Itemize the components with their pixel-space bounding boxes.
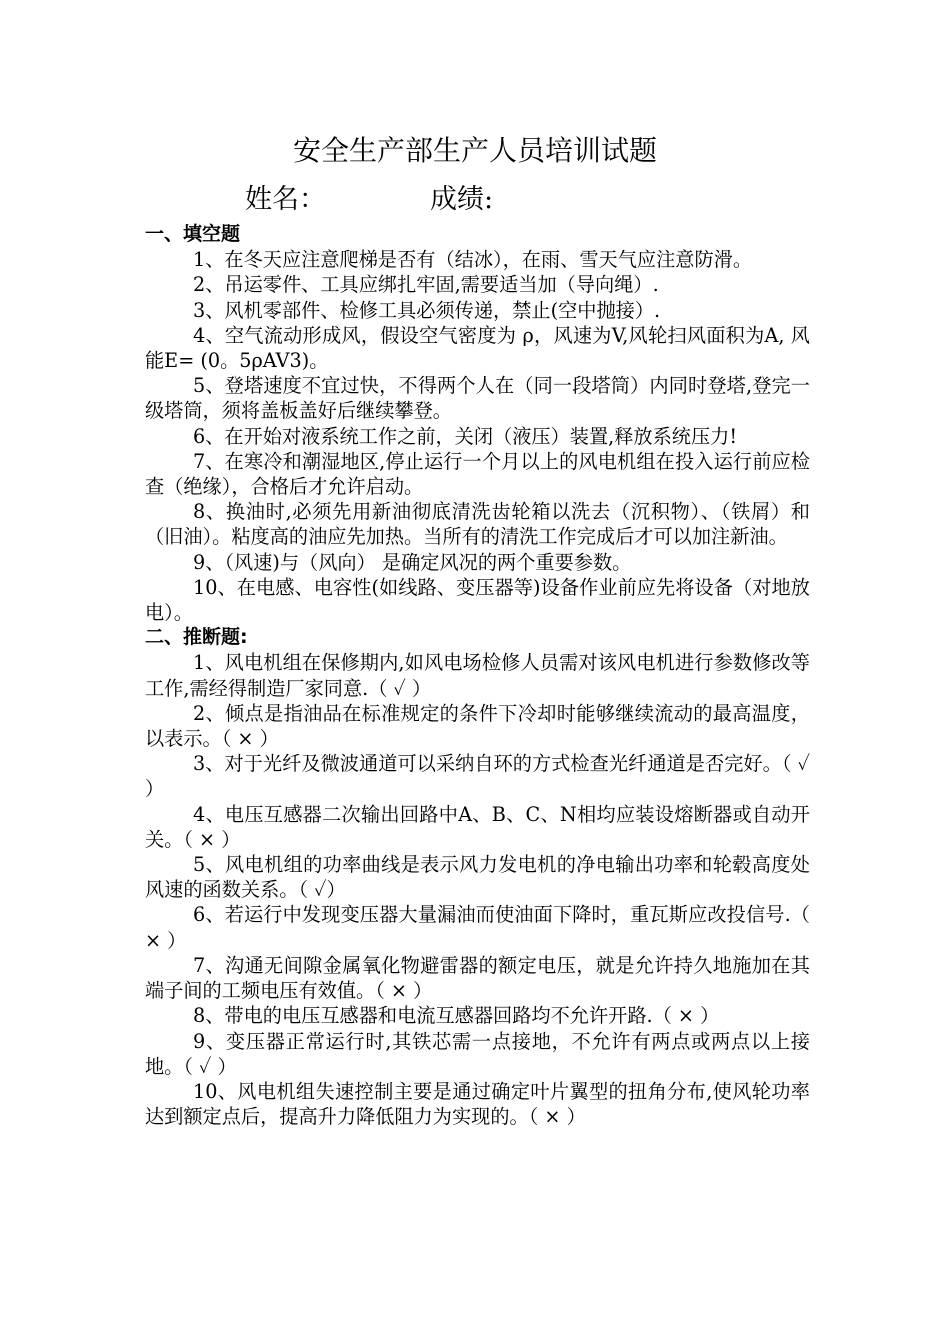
question-item: 1、风电机组在保修期内,如风电场检修人员需对该风电机进行参数修改等工作,需经得制造厂家同意.（ ✓ ） — [145, 651, 810, 700]
question-item: 7、沟通无间隙金属氧化物避雷器的额定电压，就是允许持久地施加在其端子间的工频电压有效值。（ × ） — [145, 953, 810, 1003]
question-item: 6、若运行中发现变压器大量漏油而使油面下降时，重瓦斯应改投信号.（ × ） — [145, 903, 810, 952]
question-item: 7、在寒冷和潮湿地区,停止运行一个月以上的风电机组在投入运行前应检查（绝缘），合格后才允许启动。 — [145, 449, 810, 499]
question-item: 9、变压器正常运行时,其铁芯需一点接地，不允许有两点或两点以上接地。（ ✓ ） — [145, 1029, 810, 1078]
document-body — [145, 222, 810, 1129]
question-item: 10、风电机组失速控制主要是通过确定叶片翼型的扭角分布,使风轮功率达到额定点后，提高升力降低阻力为实现的。（ × ） — [145, 1079, 810, 1129]
name-label: 姓名： — [245, 184, 326, 215]
question-item: 10、在电感、电容性(如线路、变压器等)设备作业前应先将设备（对地放电）。 — [145, 575, 810, 625]
score-label: 成绩: — [430, 184, 494, 215]
question-item: 3、风机零部件、检修工具必须传递，禁止(空中抛接）. — [193, 298, 661, 322]
question-item: 5、登塔速度不宜过快，不得两个人在（同一段塔筒）内同时登塔,登完一级塔筒，须将盖板盖好后继续攀登。 — [145, 374, 810, 423]
section-heading: 二、推断题: — [145, 626, 248, 649]
name-score-line — [0, 180, 950, 220]
question-item: 4、电压互感器二次输出回路中A、B、C、N相均应装设熔断器或自动开关。（ × ） — [145, 802, 810, 851]
section-fill-in — [145, 222, 810, 625]
question-item: 1、在冬天应注意爬梯是否有（结冰），在雨、雪天气应注意防滑。 — [193, 248, 753, 272]
section-true-false — [145, 625, 810, 1129]
question-item: 8、换油时,必须先用新油彻底清洗齿轮箱以洗去（沉积物）、（铁屑）和（旧油）。粘度高的油应先加热。当所有的清洗工作完成后才可以加注新油。 — [145, 500, 810, 549]
question-item: 6、在开始对液系统工作之前，关闭（液压）装置,释放系统压力! — [193, 424, 738, 448]
question-item: 9、（风速)与（风向） 是确定风况的两个重要参数。 — [193, 550, 632, 574]
section-heading: 一、填空题 — [145, 223, 241, 245]
question-item: 5、风电机组的功率曲线是表示风力发电机的净电输出功率和轮毂高度处风速的函数关系。（ ✓） — [145, 853, 810, 902]
question-item: 2、倾点是指油品在标准规定的条件下冷却时能够继续流动的最高温度，以表示。（ × ） — [145, 701, 810, 751]
question-item: 2、吊运零件、工具应绑扎牢固,需要适当加（导向绳）. — [193, 273, 659, 297]
question-item: 4、空气流动形成风，假设空气密度为 ρ，风速为V,风轮扫风面积为A, 风能E= (0。5ρAV3)。 — [145, 323, 810, 373]
document-title: 安全生产部生产人员培训试题 — [292, 134, 657, 167]
question-item: 3、对于光纤及微波通道可以采纳自环的方式检查光纤通道是否完好。（ ✓ ） — [145, 752, 810, 801]
question-item: 8、带电的电压互感器和电流互感器回路均不允许开路.（ × ） — [193, 1004, 720, 1028]
